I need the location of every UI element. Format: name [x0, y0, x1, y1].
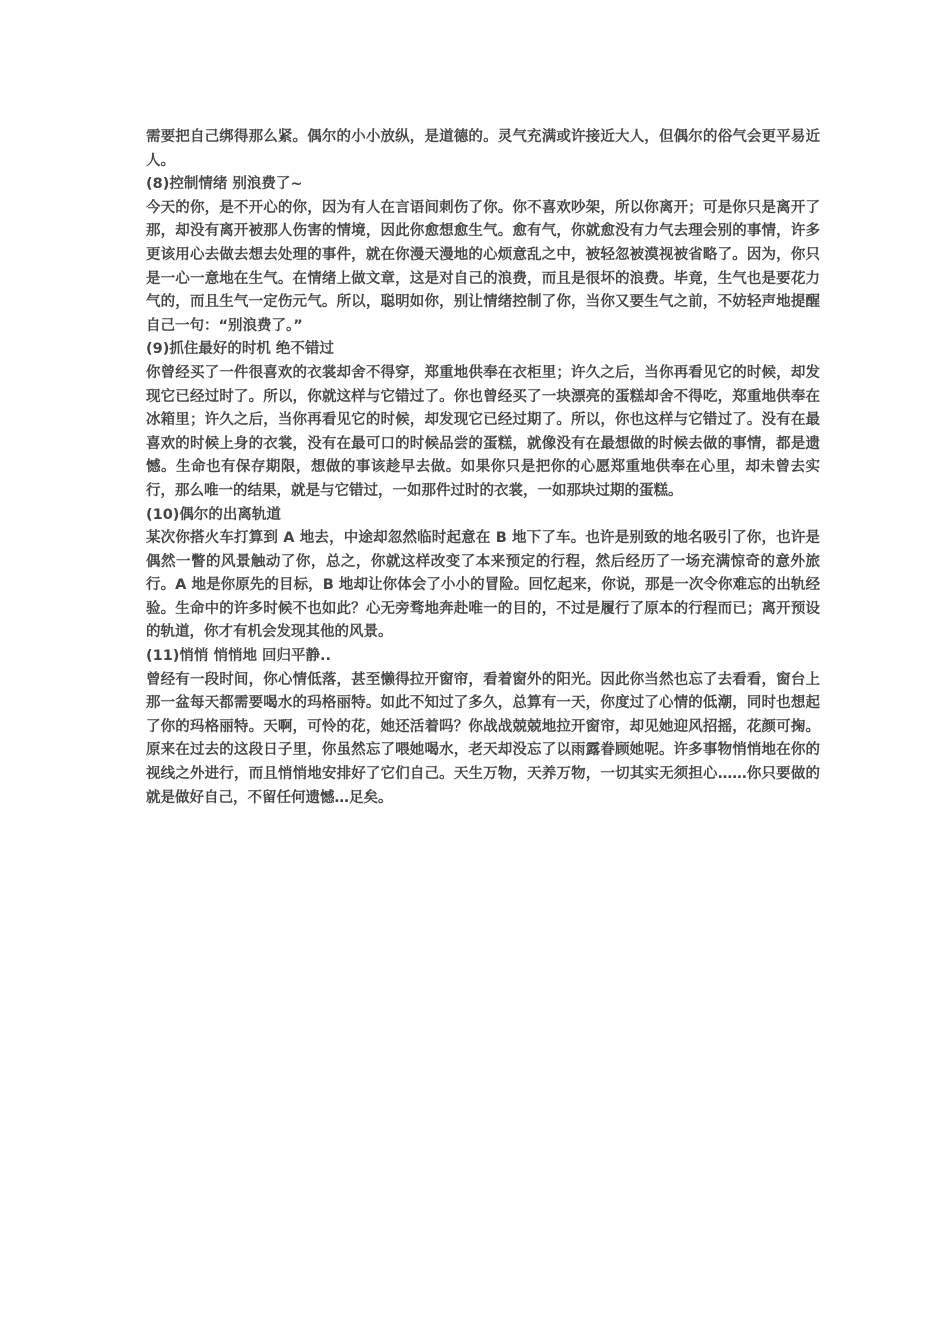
- paragraph-continuation: 需要把自己绑得那么紧。偶尔的小小放纵，是道德的。灵气充满或许接近大人，但偶尔的俗气会更平易近人。: [146, 129, 820, 169]
- paragraph-seize-moment: 你曾经买了一件很喜欢的衣裳却舍不得穿，郑重地供奉在衣柜里；许久之后，当你再看见它的时候，却发现它已经过时了。所以，你就这样与它错过了。你也曾经买了一块漂亮的蛋糕却舍不得吃，郑重地供奉在冰箱里；许久之后，当你再看见它的时候，却发现它已经过期了。所以，你也这样与它错过了。没有在最喜欢的时候上身的衣裳，没有在最可口的时候品尝的蛋糕，就像没有在最想做的时候去做的事情，都是遗憾。生命也有保存期限，想做的事该趁早去做。如果你只是把你的心愿郑重地供奉在心里，却未曾去实行，那么唯一的结果，就是与它错过，一如那件过时的衣裳，一如那块过期的蛋糕。: [146, 364, 820, 499]
- paragraph-return-calm: 曾经有一段时间，你心情低落，甚至懒得拉开窗帘，看着窗外的阳光。因此你当然也忘了去看看，窗台上那一盆每天都需要喝水的玛格丽特。如此不知过了多久，总算有一天，你度过了心情的低潮，同时也想起了你的玛格丽特。天啊，可怜的花，她还活着吗？你战战兢兢地拉开窗帘，却见她迎风招摇，花颜可掬。原来在过去的这段日子里，你虽然忘了喂她喝水，老天却没忘了以雨露眷顾她呢。许多事物悄悄地在你的视线之外进行，而且悄悄地安排好了它们自己。天生万物，天养万物，一切其实无须担心……你只要做的就是做好自己，不留任何遗憾…足矣。: [146, 671, 820, 806]
- paragraph-control-emotions: 今天的你，是不开心的你，因为有人在言语间刺伤了你。你不喜欢吵架，所以你离开；可是你只是离开了那，却没有离开被那人伤害的情境，因此你愈想愈生气。愈有气，你就愈没有力气去理会别的事情，许多更该用心去做去想去处理的事件，就在你漫天漫地的心烦意乱之中，被轻忽被漠视被省略了。因为，你只是一心一意地在生气。在情绪上做文章，这是对自己的浪费，而且是很坏的浪费。毕竟，生气也是要花力气的，而且生气一定伤元气。所以，聪明如你，别让情绪控制了你，当你又要生气之前，不妨轻声地提醒自己一句：“别浪费了。”: [146, 199, 820, 334]
- document-page: [146, 126, 820, 810]
- paragraph-off-track: 某次你搭火车打算到 A 地去，中途却忽然临时起意在 B 地下了车。也许是别致的地名吸引了你，也许是偶然一瞥的风景触动了你，总之，你就这样改变了本来预定的行程，然后经历了一场充满惊奇的意外旅行。A 地是你原先的目标，B 地却让你体会了小小的冒险。回忆起来，你说，那是一次令你难忘的出轨经验。生命中的许多时候不也如此？心无旁骛地奔赴唯一的目的，不过是履行了原本的行程而已；离开预设的轨道，你才有机会发现其他的风景。: [146, 530, 820, 641]
- section-heading-9: (9)抓住最好的时机 绝不错过: [146, 341, 334, 358]
- section-heading-11: (11)悄悄 悄悄地 回归平静..: [146, 648, 332, 665]
- section-heading-10: (10)偶尔的出离轨道: [146, 506, 281, 523]
- section-heading-8: (8)控制情绪 别浪费了~: [146, 176, 303, 193]
